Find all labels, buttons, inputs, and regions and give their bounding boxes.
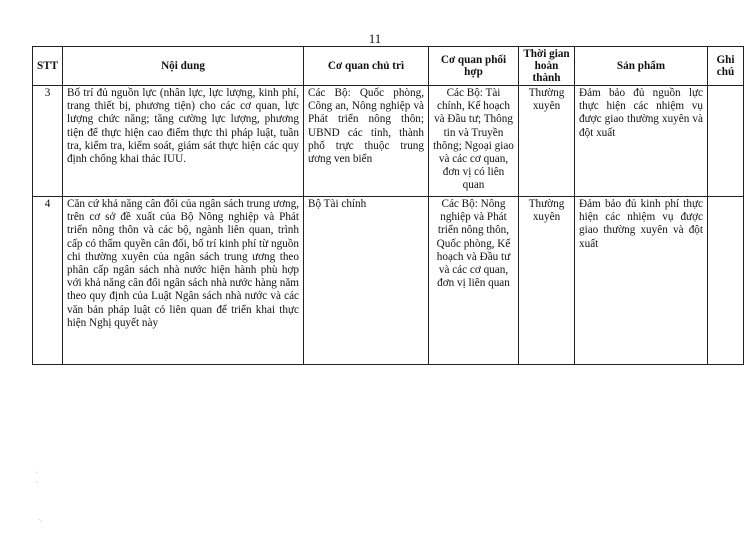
- cell-noi-dung: Bố trí đủ nguồn lực (nhân lực, lực lượng, kinh phí, trang thiết bị, phương tiện) cho các cơ quan, lực lượng chức năng; tăng cường lực lượng, phương tiện để thực hiện cao điểm thực thi pháp luật, tuần tra, kiểm tra, kiểm soát, giám sát thực hiện các quy định chống khai thác IUU.: [63, 86, 304, 197]
- cell-co-quan-chu-tri: Các Bộ: Quốc phòng, Công an, Nông nghiệp và Phát triển nông thôn; UBND các tỉnh, thành phố trực thuộc trung ương ven biển: [304, 86, 429, 197]
- header-noi-dung: Nội dung: [63, 47, 304, 86]
- scan-speck: ˙·: [38, 519, 42, 525]
- scan-speck: ·: [36, 470, 38, 476]
- cell-thoi-gian: Thường xuyên: [519, 86, 575, 197]
- scan-speck: ·: [36, 480, 38, 486]
- page-number: 11: [368, 31, 382, 46]
- header-co-quan-chu-tri: Cơ quan chủ trì: [304, 47, 429, 86]
- cell-co-quan-chu-tri: Bộ Tài chính: [304, 197, 429, 365]
- header-thoi-gian: Thời gian hoàn thành: [519, 47, 575, 86]
- header-san-pham: Sản phẩm: [575, 47, 708, 86]
- table-row: [33, 86, 744, 197]
- cell-noi-dung: Căn cứ khả năng cân đối của ngân sách trung ương, trên cơ sở đề xuất của Bộ Nông nghiệp và Phát triển nông thôn và các bộ, ngành liên quan, trình cấp có thẩm quyền cân đối, bố trí kinh phí từ nguồn chi thường xuyên của ngân sách trung ương theo phân cấp ngân sách nhà nước hiện hành phù hợp với khả năng cân đối ngân sách nhà nước hàng năm theo quy định của Luật Ngân sách nhà nước và các văn bản pháp luật có liên quan để triển khai thực hiện Nghị quyết này: [63, 197, 304, 365]
- task-table: [32, 46, 744, 365]
- cell-stt: 4: [33, 197, 63, 365]
- header-co-quan-phoi-hop: Cơ quan phối hợp: [429, 47, 519, 86]
- cell-co-quan-phoi-hop: Các Bộ: Tài chính, Kế hoạch và Đầu tư; Thông tin và Truyền thông; Ngoại giao và các cơ quan, đơn vị có liên quan: [429, 86, 519, 197]
- cell-ghi-chu: [708, 86, 744, 197]
- cell-san-pham: Đảm bảo đủ kinh phí thực hiện các nhiệm vụ được giao thường xuyên và đột xuất: [575, 197, 708, 365]
- header-stt: STT: [33, 47, 63, 86]
- table-row: [33, 197, 744, 365]
- cell-stt: 3: [33, 86, 63, 197]
- cell-co-quan-phoi-hop: Các Bộ: Nông nghiệp và Phát triển nông thôn, Quốc phòng, Kế hoạch và Đầu tư và các cơ quan, đơn vị liên quan: [429, 197, 519, 365]
- cell-ghi-chu: [708, 197, 744, 365]
- cell-san-pham: Đảm bảo đủ nguồn lực thực hiện các nhiệm vụ được giao thường xuyên và đột xuất: [575, 86, 708, 197]
- header-ghi-chu: Ghi chú: [708, 47, 744, 86]
- table-header-row: [33, 47, 744, 86]
- cell-thoi-gian: Thường xuyên: [519, 197, 575, 365]
